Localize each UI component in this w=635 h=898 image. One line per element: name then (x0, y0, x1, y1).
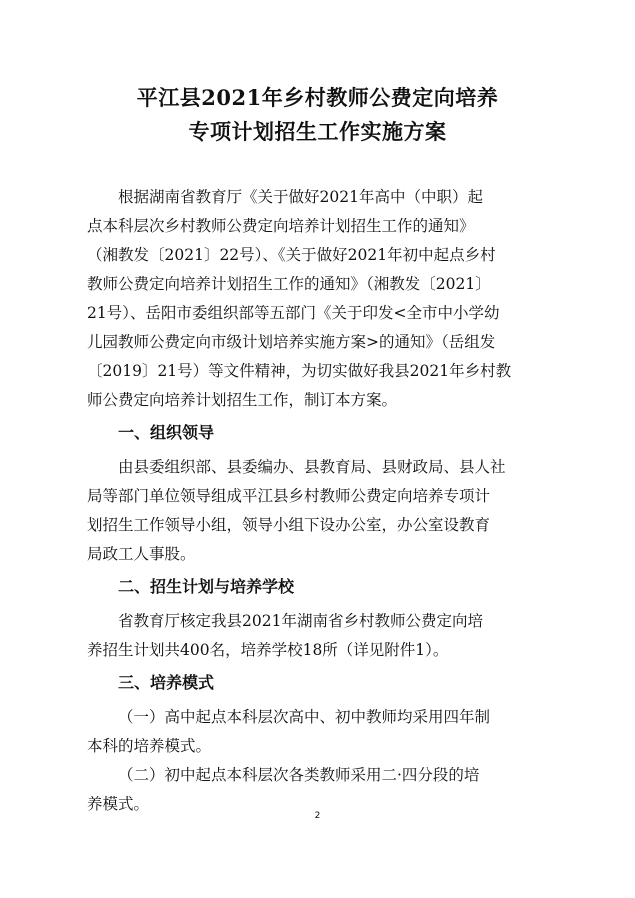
intro-line: 师公费定向培养计划招生工作，制订本方案。 (87, 391, 398, 409)
section3-item2-line: （二）初中起点本科层次各类教师采用二·四分段的培 (118, 766, 480, 784)
document-title-line-2: 专项计划招生工作实施方案 (188, 119, 447, 144)
section1-line: 局等部门单位领导组成平江县乡村教师公费定向培养专项计 (87, 487, 491, 505)
intro-line: 根据湖南省教育厅《关于做好2021年高中（中职）起 (118, 188, 483, 206)
section2-line: 省教育厅核定我县2021年湖南省乡村教师公费定向培 (118, 612, 483, 630)
document-title-line-1: 平江县2021年乡村教师公费定向培养 (136, 85, 499, 110)
intro-line: 儿园教师公费定向市级计划培养实施方案>的通知》（岳组发 (87, 333, 496, 351)
section3-item2-line: 养模式。 (87, 795, 150, 813)
intro-line: 21号）、岳阳市委组织部等五部门《关于印发<全市中小学幼 (87, 304, 500, 322)
section-heading-organization: 一、组织领导 (118, 423, 215, 442)
intro-line: 〔2019〕21号）等文件精神，为切实做好我县2021年乡村教 (87, 362, 512, 380)
section2-line: 养招生计划共400名，培养学校18所（详见附件1）。 (87, 641, 449, 659)
intro-line: （湘教发〔2021〕22号）、《关于做好2021年初中起点乡村 (87, 246, 496, 264)
page-number: 2 (314, 811, 321, 821)
intro-line: 点本科层次乡村教师公费定向培养计划招生工作的通知》 (87, 217, 475, 235)
section-heading-training-mode: 三、培养模式 (118, 673, 215, 692)
section1-line: 局政工人事股。 (87, 545, 196, 563)
section1-line: 划招生工作领导小组，领导小组下设办公室，办公室设教育 (87, 516, 491, 534)
section3-item1-line: （一）高中起点本科层次高中、初中教师均采用四年制 (118, 708, 491, 726)
section1-line: 由县委组织部、县委编办、县教育局、县财政局、县人社 (118, 458, 506, 476)
intro-line: 教师公费定向培养计划招生工作的通知》（湘教发〔2021〕 (87, 275, 491, 293)
section-heading-enrollment: 二、招生计划与培养学校 (118, 577, 295, 596)
section3-item1-line: 本科的培养模式。 (87, 737, 212, 755)
